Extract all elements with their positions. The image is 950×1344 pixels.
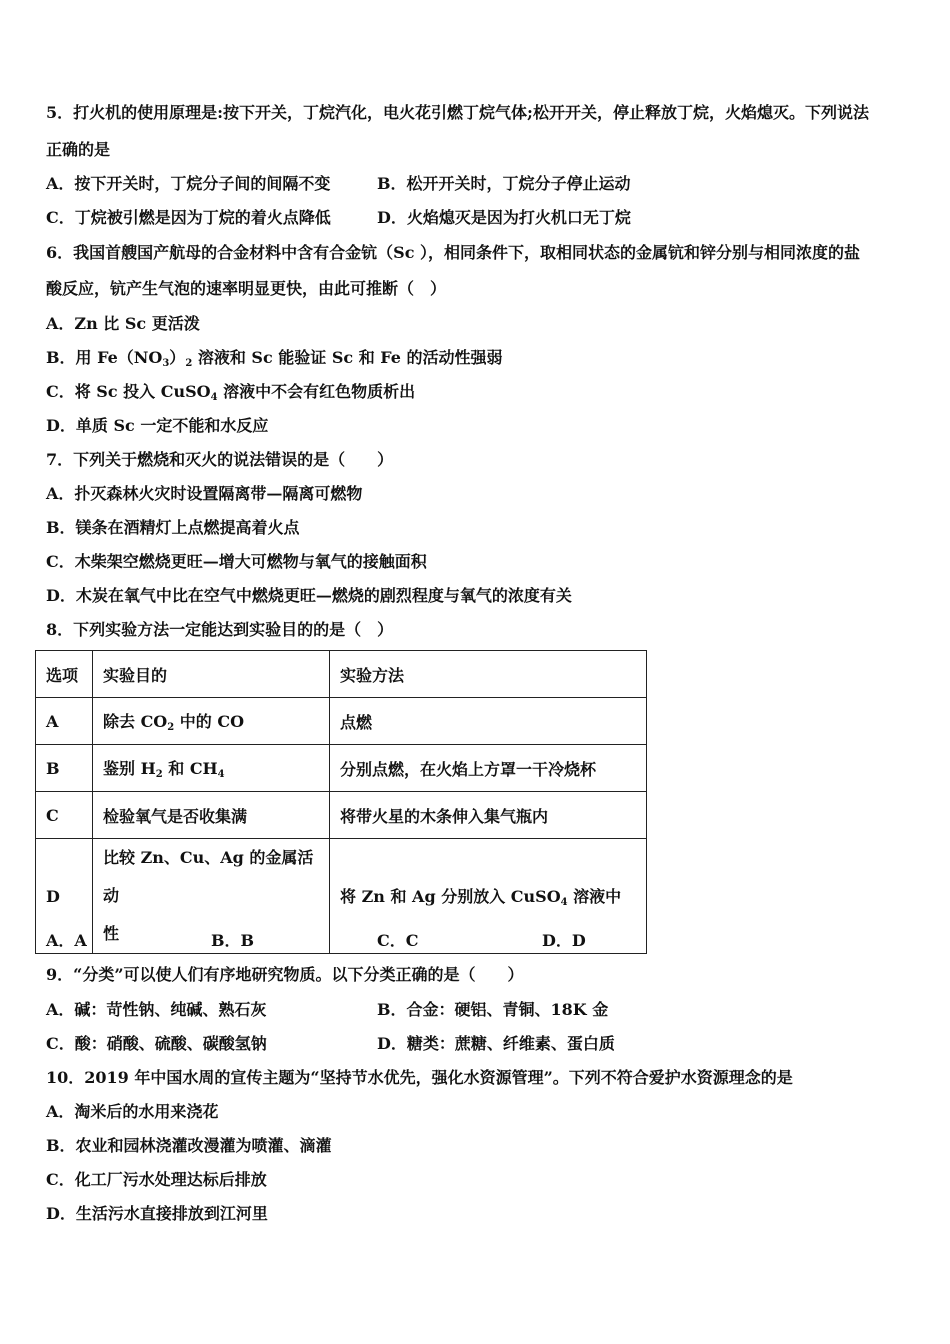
q8-answer-b: B．B bbox=[211, 931, 255, 950]
header-option: 选项 bbox=[36, 651, 93, 698]
q6-option-c: C．将 Sc 投入 CuSO$_4$ 溶液中不会有红色物质析出 bbox=[46, 382, 416, 403]
q7-option-d: D．木炭在氧气中比在空气中燃烧更旺—燃烧的剧烈程度与氧气的浓度有关 bbox=[46, 586, 572, 605]
q9-option-c: C．酸：硝酸、硫酸、碳酸氢钠 bbox=[46, 1034, 267, 1053]
row-option: B bbox=[36, 745, 93, 792]
q5-option-a: A．按下开关时，丁烷分子间的间隔不变 bbox=[46, 174, 331, 193]
row-option: A bbox=[36, 698, 93, 745]
row-purpose: 除去 $CO_2$ 中的 CO bbox=[93, 698, 330, 745]
row-option: C bbox=[36, 792, 93, 839]
q9-option-b: B．合金：硬铝、青铜、18K 金 bbox=[377, 1000, 609, 1019]
q6-option-a: A．Zn 比 Sc 更活泼 bbox=[46, 314, 200, 333]
q10-option-d: D．生活污水直接排放到江河里 bbox=[46, 1204, 268, 1223]
q8-answer-c: C．C bbox=[377, 931, 419, 950]
row-method: 将 Zn 和 Ag 分别放入 CuSO$_4$ 溶液中 bbox=[330, 839, 647, 954]
q8-table bbox=[35, 650, 647, 954]
row-method: 分别点燃，在火焰上方罩一干冷烧杯 bbox=[330, 745, 647, 792]
q10-stem: 10．2019 年中国水周的宣传主题为“坚持节水优先，强化水资源管理”。下列不符合爱护水资源理念的是 bbox=[46, 1068, 793, 1087]
row-method: 将带火星的木条伸入集气瓶内 bbox=[330, 792, 647, 839]
header-purpose: 实验目的 bbox=[93, 651, 330, 698]
q5-option-d: D．火焰熄灭是因为打火机口无丁烷 bbox=[377, 208, 631, 227]
row-purpose: 检验氧气是否收集满 bbox=[93, 792, 330, 839]
q7-option-c: C．木柴架空燃烧更旺—增大可燃物与氧气的接触面积 bbox=[46, 552, 427, 571]
q5-option-c: C．丁烷被引燃是因为丁烷的着火点降低 bbox=[46, 208, 331, 227]
q9-option-d: D．糖类：蔗糖、纤维素、蛋白质 bbox=[377, 1034, 615, 1053]
header-method: 实验方法 bbox=[330, 651, 647, 698]
q6-stem-line2: 酸反应，钪产生气泡的速率明显更快，由此可推断（ ） bbox=[46, 279, 447, 298]
q5-stem-line2: 正确的是 bbox=[46, 140, 111, 159]
table-row bbox=[36, 698, 647, 745]
table-row bbox=[36, 745, 647, 792]
q5-stem-line1: 5．打火机的使用原理是:按下开关，丁烷汽化，电火花引燃丁烷气体;松开开关，停止释放丁烷，火焰熄灭。下列说法 bbox=[46, 103, 869, 122]
table-row bbox=[36, 792, 647, 839]
row-purpose: 鉴别 $H_2$ 和 $CH_4$ bbox=[93, 745, 330, 792]
q6-option-b: B．用 $Fe(NO_3)_2$ 溶液和 Sc 能验证 Sc 和 Fe 的活动性强弱 bbox=[46, 348, 503, 369]
q7-stem: 7．下列关于燃烧和灭火的说法错误的是（ ） bbox=[46, 450, 394, 469]
row-purpose: 比较 Zn、Cu、Ag 的金属活动 性 bbox=[93, 839, 330, 954]
q10-option-c: C．化工厂污水处理达标后排放 bbox=[46, 1170, 267, 1189]
q8-answer-d: D．D bbox=[542, 931, 586, 950]
q9-option-a: A．碱：苛性钠、纯碱、熟石灰 bbox=[46, 1000, 267, 1019]
table-header-row bbox=[36, 651, 647, 698]
q9-stem: 9．“分类”可以使人们有序地研究物质。以下分类正确的是（ ） bbox=[46, 965, 524, 984]
row-method: 点燃 bbox=[330, 698, 647, 745]
q7-option-a: A．扑灭森林火灾时设置隔离带—隔离可燃物 bbox=[46, 484, 363, 503]
q10-option-a: A．淘米后的水用来浇花 bbox=[46, 1102, 219, 1121]
row-option: D bbox=[36, 839, 93, 954]
q10-option-b: B．农业和园林浇灌改漫灌为喷灌、滴灌 bbox=[46, 1136, 332, 1155]
q8-stem: 8．下列实验方法一定能达到实验目的的是（ ） bbox=[46, 620, 394, 639]
q6-stem-line1: 6．我国首艘国产航母的合金材料中含有合金钪（Sc ），相同条件下，取相同状态的金属钪和锌分别与相同浓度的盐 bbox=[46, 243, 861, 262]
q8-answer-a: A．A bbox=[46, 931, 87, 950]
q5-option-b: B．松开开关时，丁烷分子停止运动 bbox=[377, 174, 631, 193]
q7-option-b: B．镁条在酒精灯上点燃提高着火点 bbox=[46, 518, 300, 537]
q6-option-d: D．单质 Sc 一定不能和水反应 bbox=[46, 416, 269, 435]
